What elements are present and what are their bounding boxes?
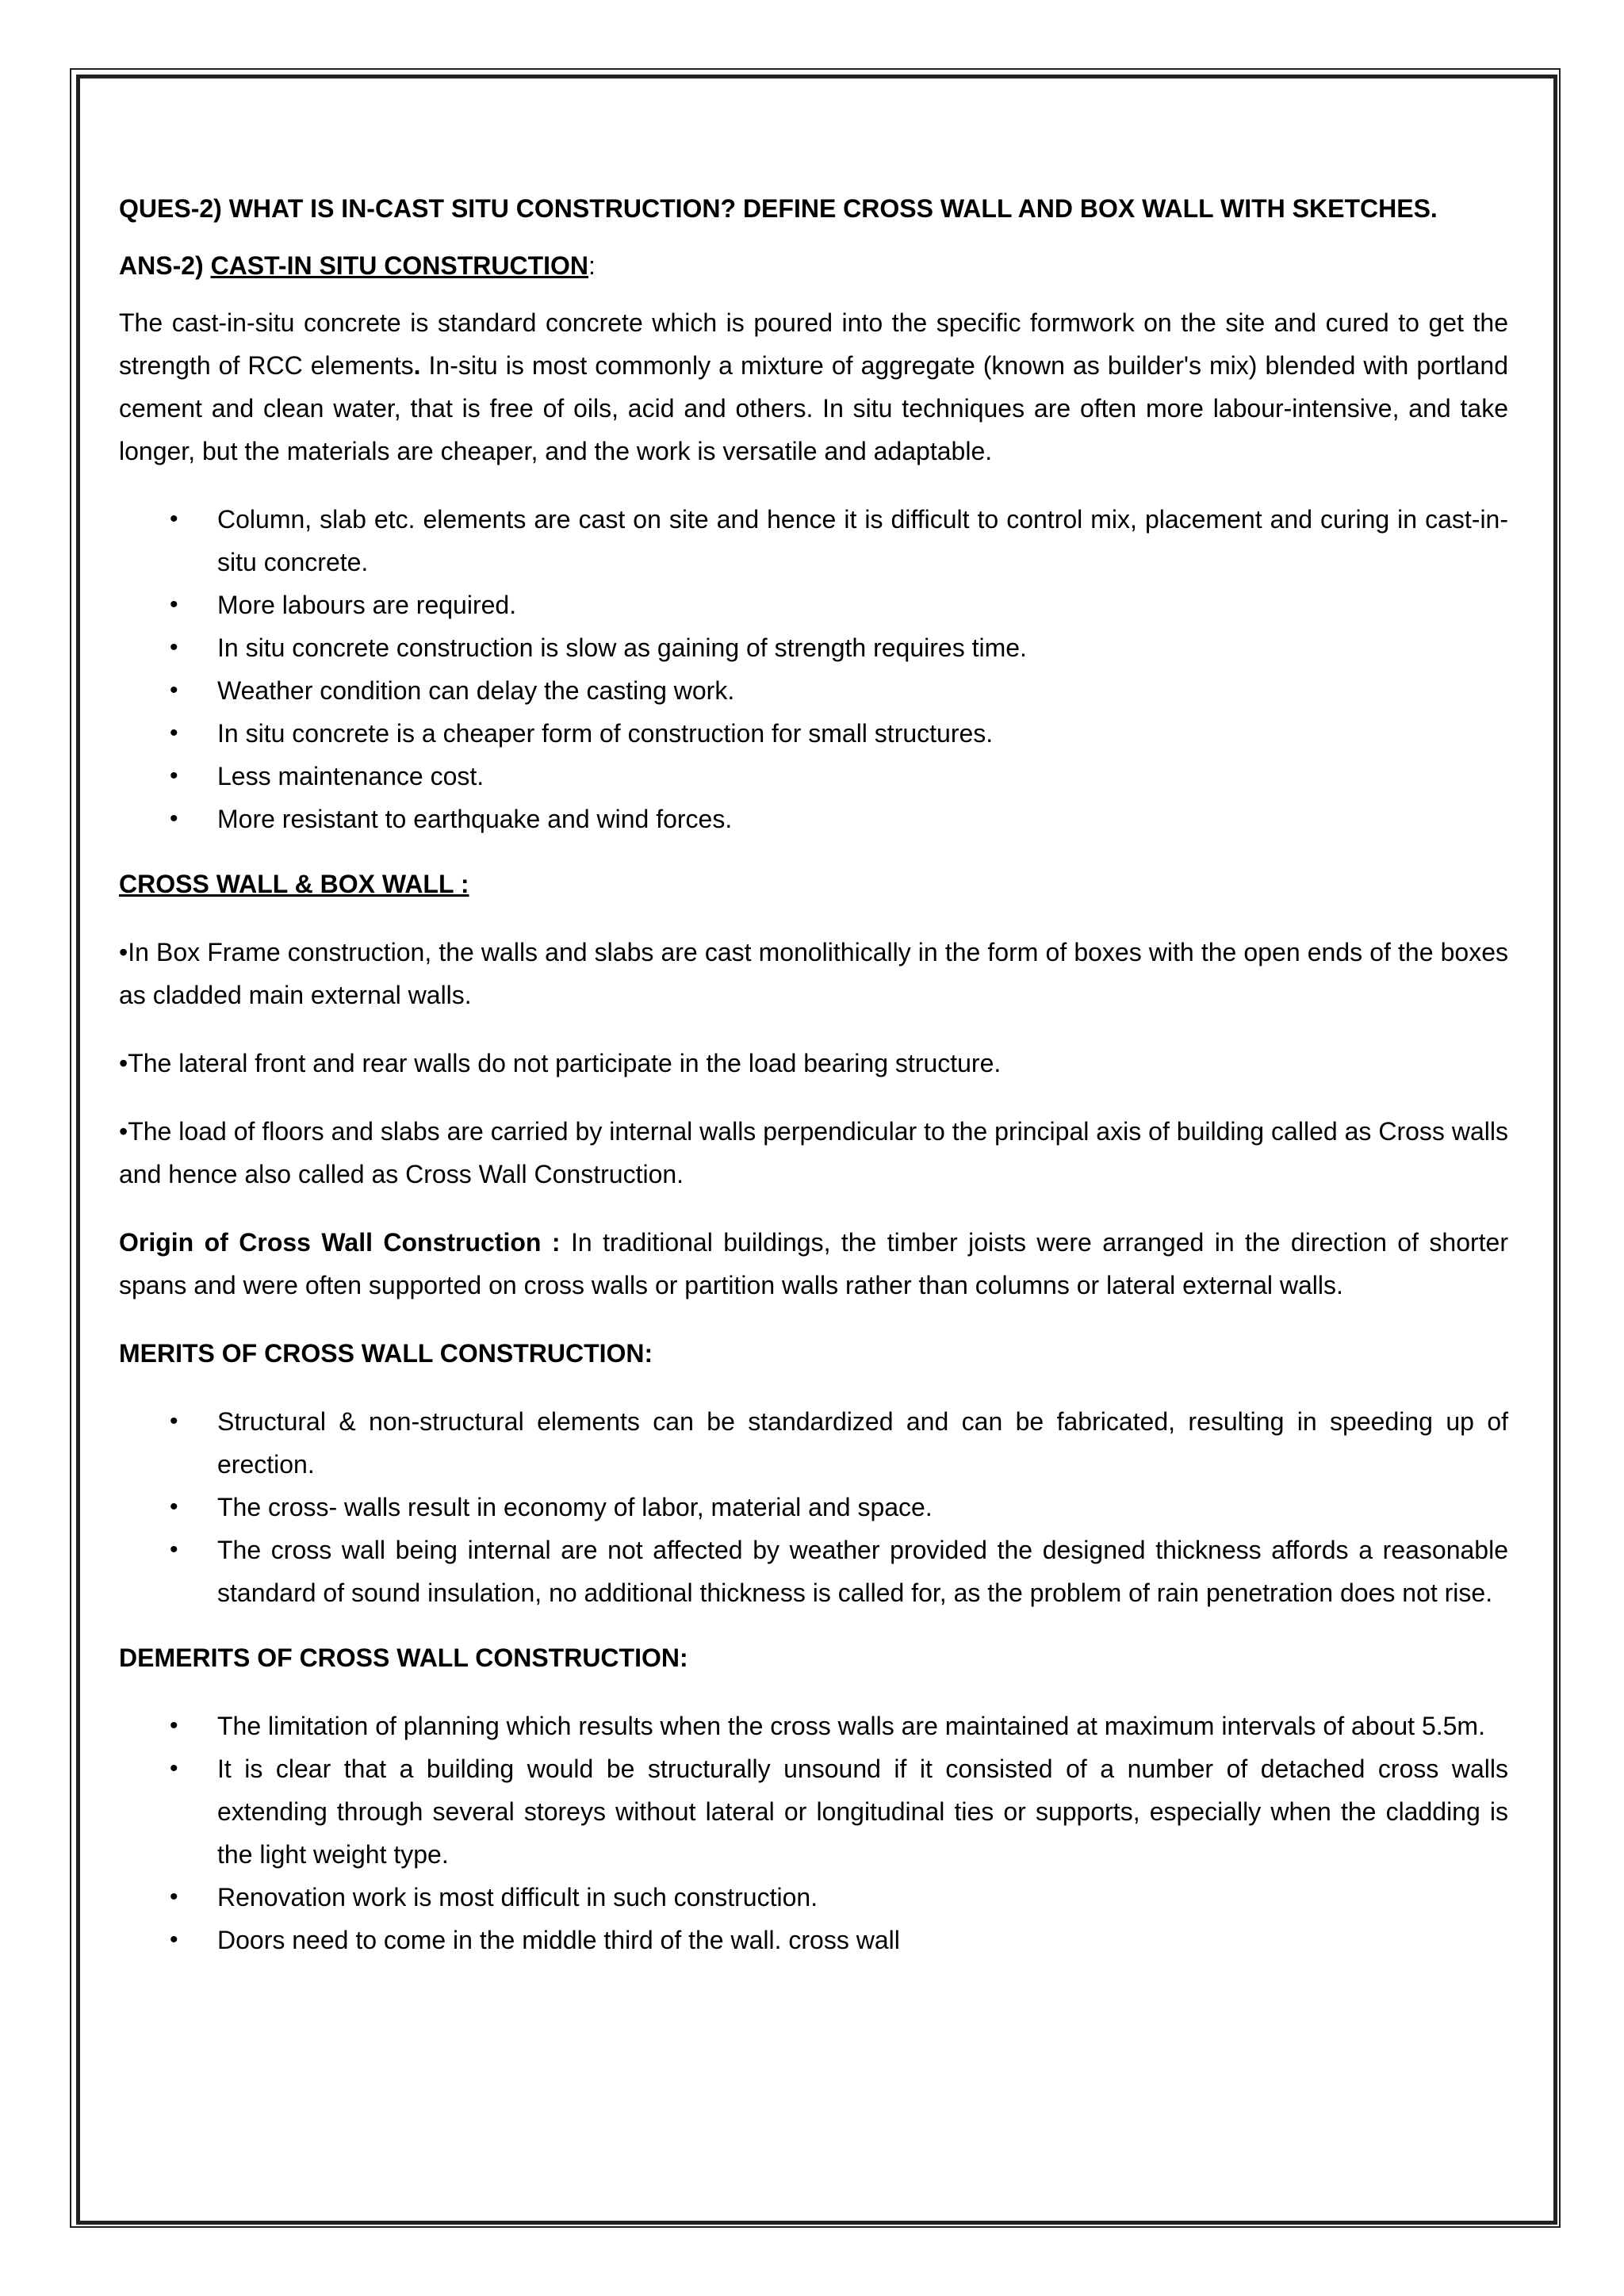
merit-item (119, 1400, 1508, 1486)
demerit-item-text: It is clear that a building would be structurally unsound if it consisted of a number of detached cross walls extending through several storeys without lateral or longitudinal ties or supports, especially when the cladding is the light weight type. (217, 1755, 1508, 1869)
answer-prefix: ANS-2) (119, 251, 211, 280)
insitu-point (119, 755, 1508, 798)
origin-label: Origin of Cross Wall Construction : (119, 1228, 561, 1257)
merit-item-text: The cross wall being internal are not affected by weather provided the designed thickness affords a reasonable standard of sound insulation, no additional thickness is called for, as the problem of rain penetration does not rise. (217, 1536, 1508, 1607)
insitu-point (119, 798, 1508, 840)
bullet-dot: • (170, 677, 178, 703)
bullet-dot: • (170, 1536, 178, 1563)
intro-text-1: The cast-in-situ concrete is standard concrete which is poured into the specific formwork on the site and cured to get the strength of RCC elements (119, 308, 1508, 380)
origin-text: In traditional buildings, the timber joists were arranged in the direction of shorter spans and were often supported on cross walls or partition walls rather than columns or lateral external walls. (119, 1228, 1509, 1299)
insitu-point-text: More resistant to earthquake and wind forces. (217, 805, 733, 833)
demerits-list (119, 1705, 1508, 1961)
cross-wall-heading: CROSS WALL & BOX WALL : (119, 870, 469, 898)
origin-paragraph (119, 1221, 1508, 1307)
intro-bold-dot: . (413, 351, 421, 380)
bullet-dot: • (170, 634, 178, 660)
insitu-point (119, 498, 1508, 584)
merit-item (119, 1529, 1508, 1614)
insitu-point-text: Weather condition can delay the casting work. (217, 676, 735, 705)
demerit-item (119, 1919, 1508, 1961)
bullet-dot: • (170, 591, 178, 618)
merit-item-text: The cross- walls result in economy of labor, material and space. (217, 1493, 933, 1521)
merits-list (119, 1400, 1508, 1614)
bullet-dot: • (170, 1755, 178, 1781)
answer-heading-colon: : (588, 251, 596, 280)
insitu-point-text: Less maintenance cost. (217, 762, 485, 790)
merits-heading: MERITS OF CROSS WALL CONSTRUCTION: (119, 1339, 653, 1368)
demerit-item-text: The limitation of planning which results when the cross walls are maintained at maximum intervals of about 5.5m. (217, 1712, 1485, 1740)
bullet-dot: • (170, 1494, 178, 1520)
bullet-dot: • (170, 763, 178, 789)
demerit-item (119, 1747, 1508, 1876)
intro-paragraph (119, 301, 1508, 473)
bullet-dot: • (170, 720, 178, 746)
cross-wall-paragraph-1: •In Box Frame construction, the walls and slabs are cast monolithically in the form of boxes with the open ends of the boxes as cladded main external walls. (119, 938, 1508, 1009)
demerit-item (119, 1705, 1508, 1747)
answer-heading (119, 244, 1508, 287)
merit-item (119, 1486, 1508, 1529)
insitu-point-text: More labours are required. (217, 591, 517, 619)
insitu-point-text: In situ concrete is a cheaper form of construction for small structures. (217, 719, 994, 748)
bullet-dot: • (170, 1927, 178, 1953)
insitu-point (119, 584, 1508, 626)
insitu-point (119, 669, 1508, 712)
demerit-item (119, 1876, 1508, 1919)
question-heading: QUES-2) WHAT IS IN-CAST SITU CONSTRUCTION? DEFINE CROSS WALL AND BOX WALL WITH SKETCHES. (119, 194, 1438, 223)
insitu-point-text: Column, slab etc. elements are cast on site and hence it is difficult to control mix, placement and curing in cast-in-situ concrete. (217, 505, 1508, 576)
bullet-dot: • (170, 806, 178, 832)
demerits-heading: DEMERITS OF CROSS WALL CONSTRUCTION: (119, 1644, 688, 1672)
demerit-item-text: Doors need to come in the middle third of the wall. cross wall (217, 1926, 900, 1954)
merit-item-text: Structural & non-structural elements can be standardized and can be fabricated, resulting in speeding up of erection. (217, 1407, 1508, 1479)
demerit-item-text: Renovation work is most difficult in such construction. (217, 1883, 818, 1911)
bullet-dot: • (170, 1408, 178, 1434)
cast-in-situ-heading: CAST-IN SITU CONSTRUCTION (210, 251, 588, 280)
insitu-point (119, 626, 1508, 669)
cross-wall-paragraph-2: •The lateral front and rear walls do not participate in the load bearing structure. (119, 1049, 1002, 1077)
bullet-dot: • (170, 506, 178, 532)
bullet-dot: • (170, 1712, 178, 1739)
insitu-points-list (119, 498, 1508, 840)
insitu-point (119, 712, 1508, 755)
bullet-dot: • (170, 1884, 178, 1910)
insitu-point-text: In situ concrete construction is slow as gaining of strength requires time. (217, 633, 1027, 662)
cross-wall-paragraph-3: •The load of floors and slabs are carried by internal walls perpendicular to the principal axis of building called as Cross walls and hence also called as Cross Wall Construction. (119, 1117, 1508, 1188)
document-body (119, 187, 1508, 1961)
intro-text-2: In-situ is most commonly a mixture of aggregate (known as builder's mix) blended with portland cement and clean water, that is free of oils, acid and others. In situ techniques are often more labour-intensive, and take longer, but the materials are cheaper, and the work is versatile and adaptable. (119, 351, 1509, 465)
